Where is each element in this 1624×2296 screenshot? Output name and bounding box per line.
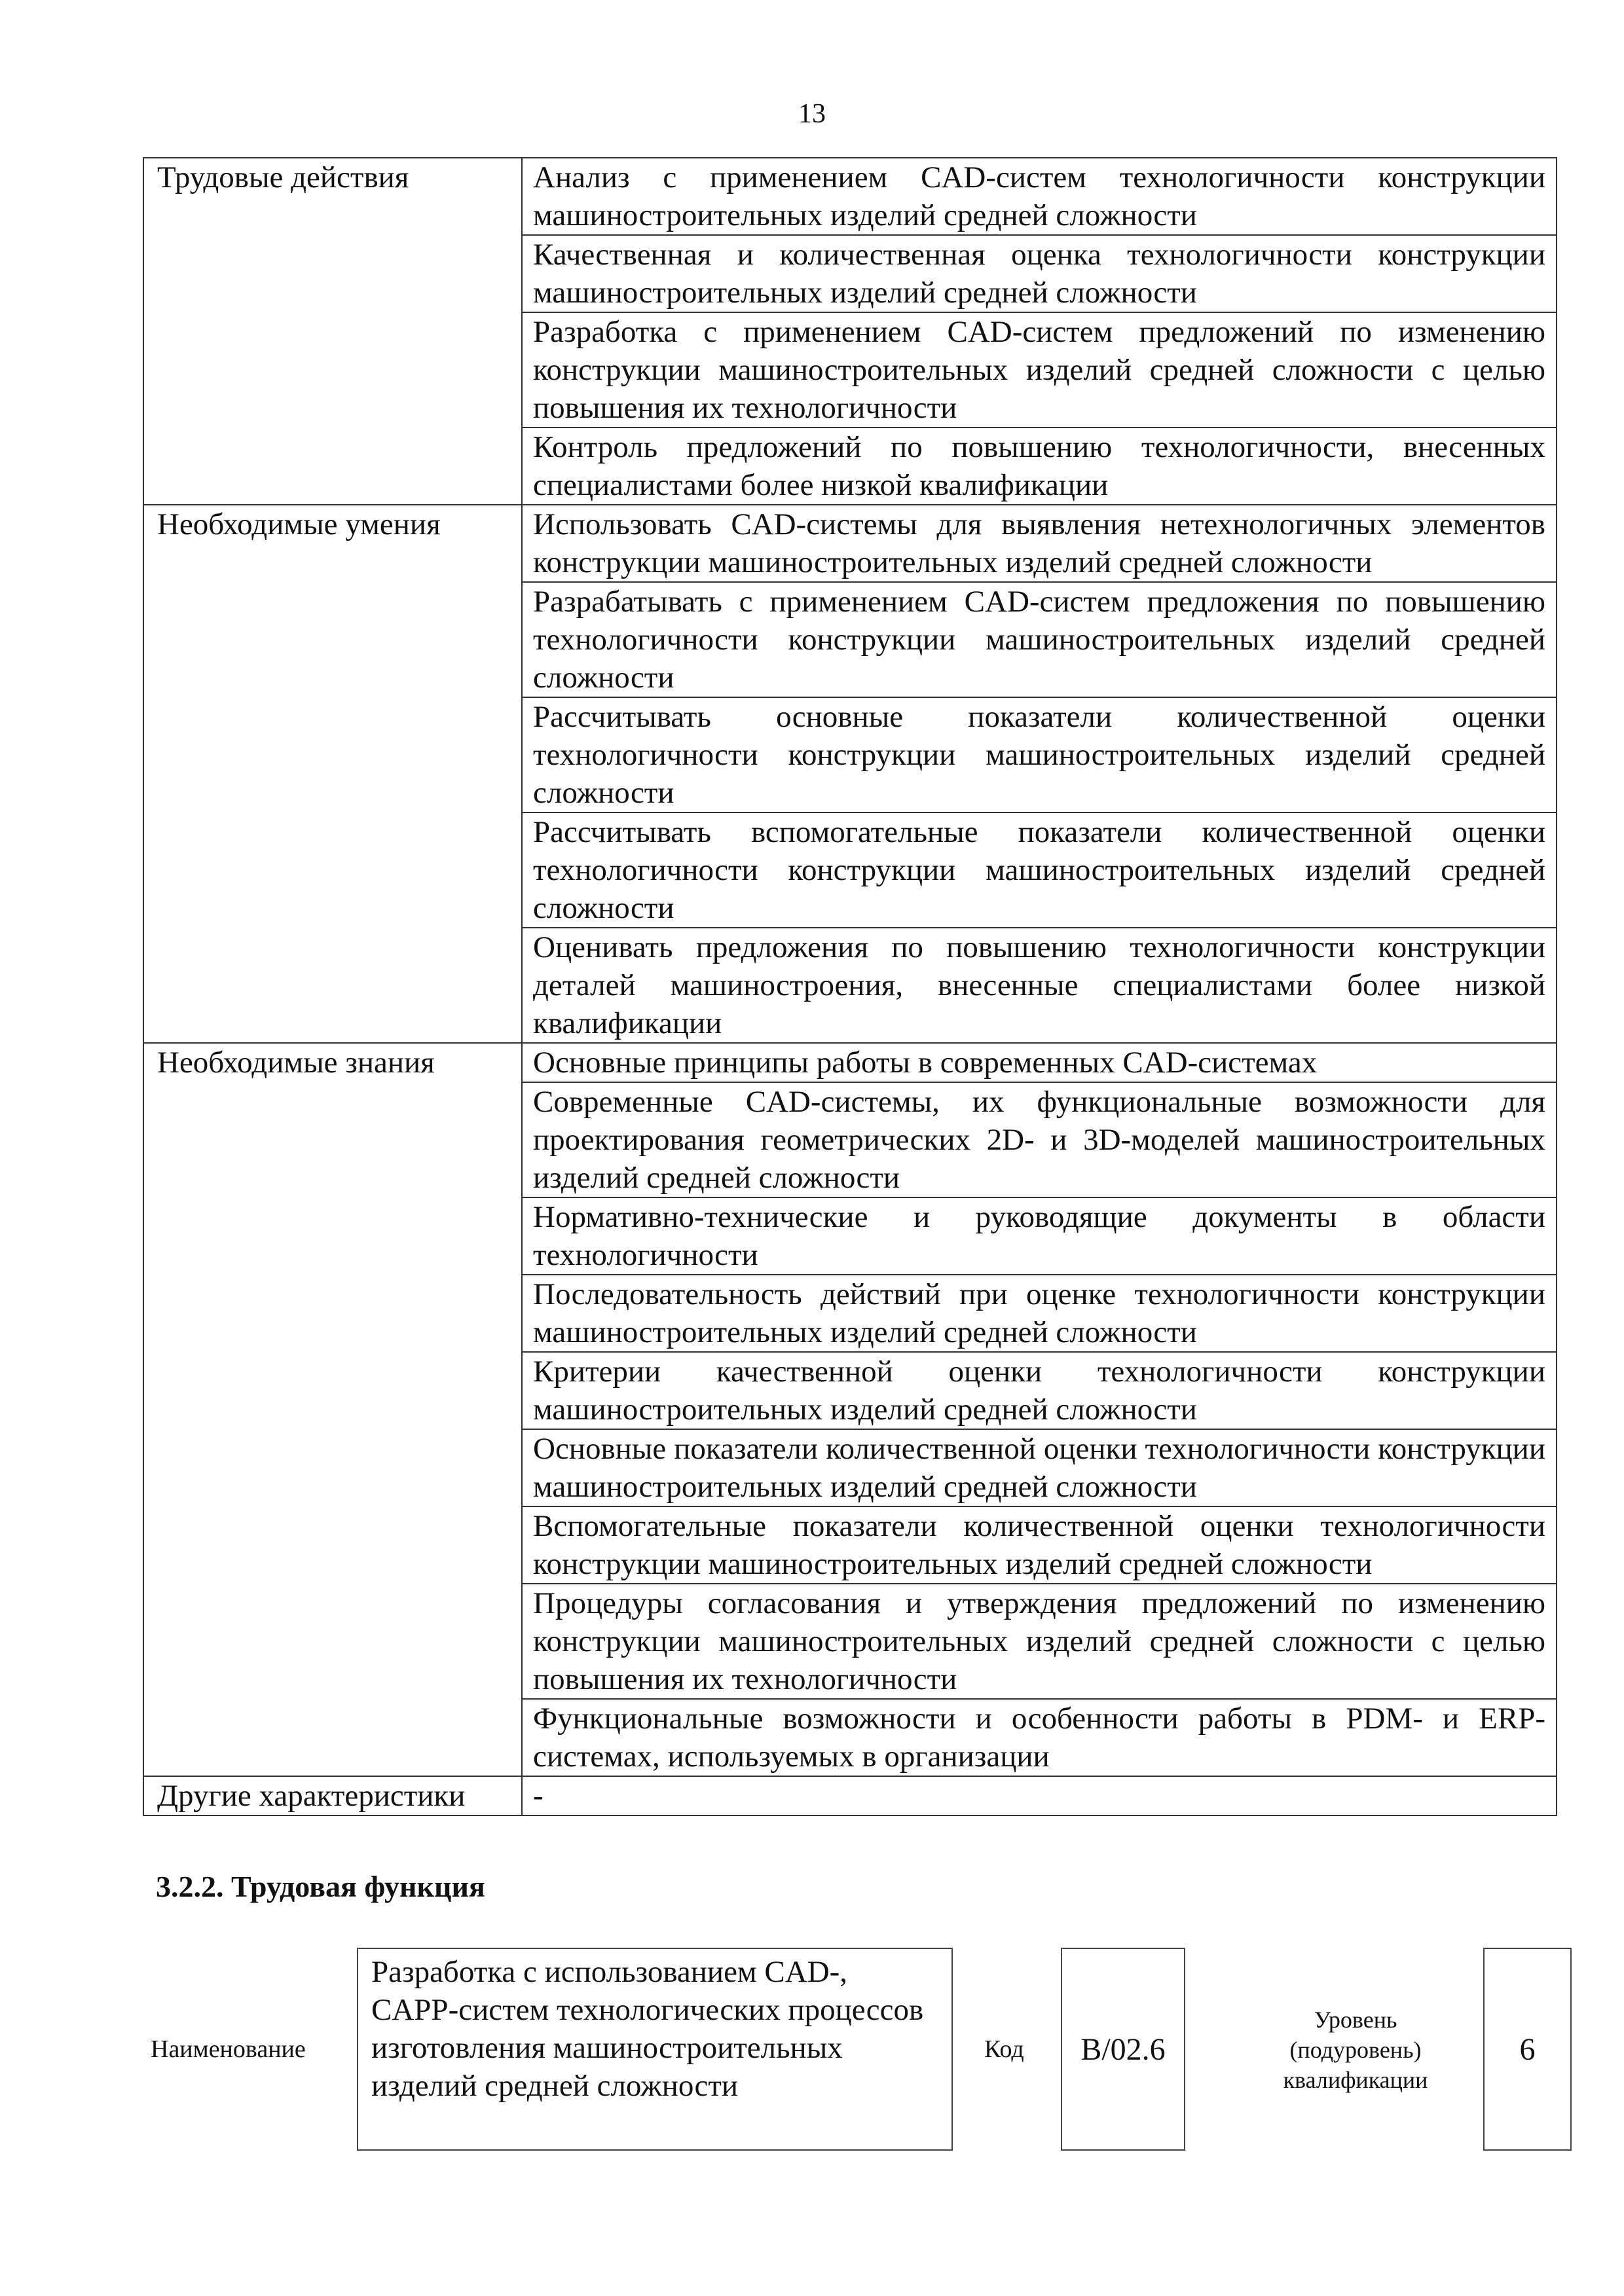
table-cell: Современные CAD-системы, их функциональные возможности для проектирования геометрических 2D- и 3D-моделей машиностроительных изделий средней сложности (522, 1082, 1557, 1197)
table-cell: Основные принципы работы в современных CAD-системах (522, 1043, 1557, 1082)
row-group-label: Необходимые умения (143, 505, 522, 1043)
table-cell: Последовательность действий при оценке технологичности конструкции машиностроительных изделий средней сложности (522, 1275, 1557, 1352)
section-heading: 3.2.2. Трудовая функция (156, 1870, 485, 1903)
table-row (143, 505, 1557, 582)
competency-table (143, 157, 1557, 1816)
code-label: Код (984, 2035, 1024, 2063)
table-cell: Разрабатывать с применением CAD-систем предложения по повышению технологичности конструкции машиностроительных изделий средней сложности (522, 582, 1557, 697)
table-cell: Анализ с применением CAD-систем технологичности конструкции машиностроительных изделий средней сложности (522, 158, 1557, 235)
table-cell: Рассчитывать основные показатели количественной оценки технологичности конструкции машиностроительных изделий средней сложности (522, 697, 1557, 812)
row-group-label: Трудовые действия (143, 158, 522, 505)
table-cell: Разработка с применением CAD-систем предложений по изменению конструкции машиностроительных изделий средней сложности с целью повышения их технологичности (522, 312, 1557, 428)
table-cell: Нормативно-технические и руководящие документы в области технологичности (522, 1197, 1557, 1275)
table-cell: - (522, 1776, 1557, 1815)
table-cell: Использовать CAD-системы для выявления нетехнологичных элементов конструкции машиностроительных изделий средней сложности (522, 505, 1557, 582)
function-name-box: Разработка с использованием CAD-, CAPP-систем технологических процессов изготовления машиностроительных изделий средней сложности (357, 1948, 953, 2151)
row-group-label: Необходимые знания (143, 1043, 522, 1776)
level-label-line-1: Уровень (1314, 2007, 1397, 2033)
table-row (143, 1776, 1557, 1815)
row-group-label: Другие характеристики (143, 1776, 522, 1815)
table-cell: Вспомогательные показатели количественной оценки технологичности конструкции машиностроительных изделий средней сложности (522, 1506, 1557, 1584)
qualification-level-box: 6 (1483, 1948, 1572, 2151)
level-label-line-3: квалификации (1283, 2067, 1428, 2093)
table-row (143, 158, 1557, 235)
table-cell: Процедуры согласования и утверждения предложений по изменению конструкции машиностроительных изделий средней сложности с целью повышения их технологичности (522, 1584, 1557, 1699)
table-cell: Функциональные возможности и особенности работы в PDM- и ERP-системах, используемых в организации (522, 1699, 1557, 1776)
name-label: Наименование (151, 2035, 306, 2063)
page-number: 13 (798, 99, 826, 129)
table-cell: Качественная и количественная оценка технологичности конструкции машиностроительных изделий средней сложности (522, 235, 1557, 312)
level-label-line-2: (подуровень) (1289, 2037, 1422, 2063)
table-cell: Критерии качественной оценки технологичности конструкции машиностроительных изделий средней сложности (522, 1352, 1557, 1429)
level-label (1247, 2005, 1464, 2095)
table-cell: Оценивать предложения по повышению технологичности конструкции деталей машиностроения, внесенные специалистами более низкой квалификации (522, 928, 1557, 1043)
table-cell: Основные показатели количественной оценки технологичности конструкции машиностроительных изделий средней сложности (522, 1429, 1557, 1506)
function-code-box: B/02.6 (1061, 1948, 1185, 2151)
table-row (143, 1043, 1557, 1082)
table-cell: Рассчитывать вспомогательные показатели количественной оценки технологичности конструкции машиностроительных изделий средней сложности (522, 812, 1557, 928)
table-cell: Контроль предложений по повышению технологичности, внесенных специалистами более низкой квалификации (522, 428, 1557, 505)
